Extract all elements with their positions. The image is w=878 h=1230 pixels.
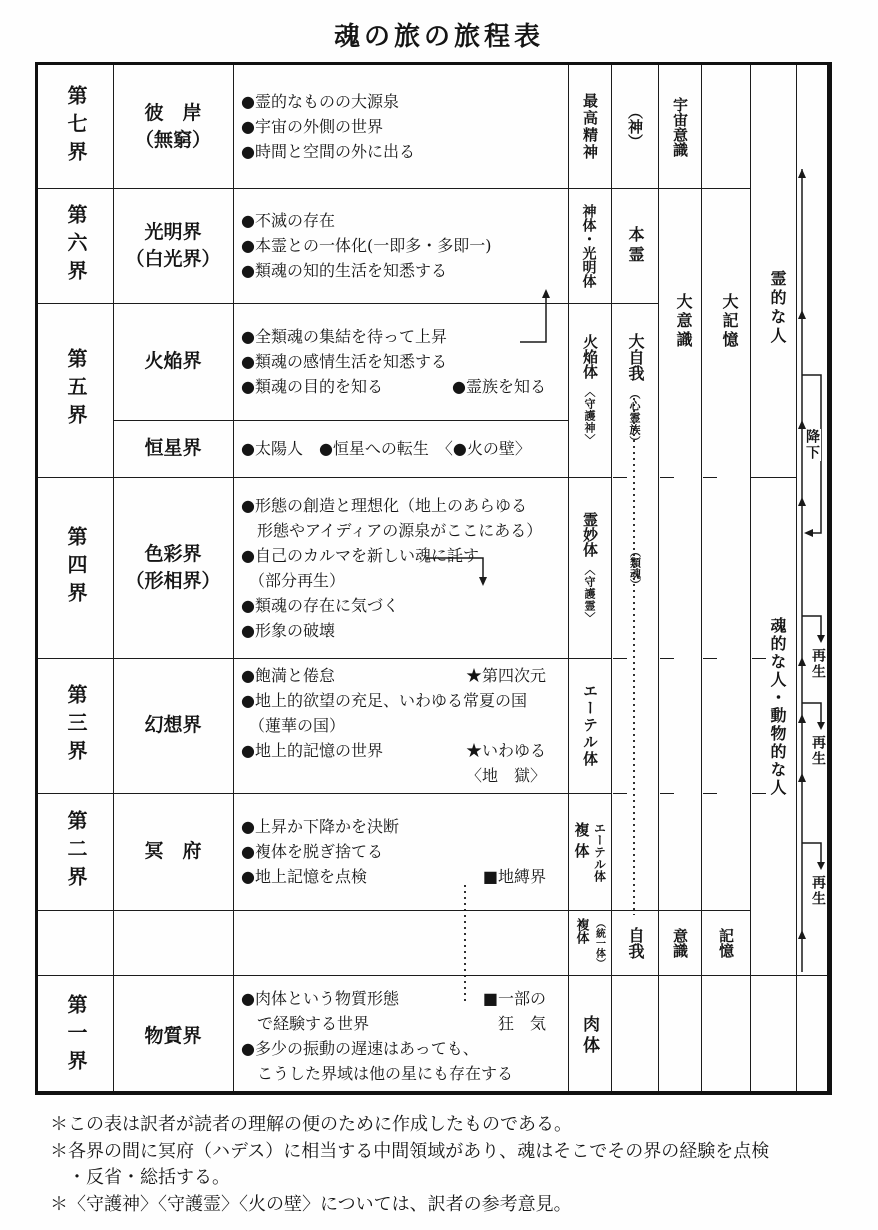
consciousness-cell: 宇宙意識 bbox=[671, 96, 688, 157]
page-title: 魂の旅の旅程表 bbox=[333, 21, 544, 51]
desc-line: ●類魂の知的生活を知悉する bbox=[241, 261, 447, 280]
desc-line: （部分再生） bbox=[241, 570, 346, 590]
self-cell: （神） bbox=[626, 104, 643, 149]
realm-description bbox=[233, 303, 568, 420]
body-cell: 神体・光明体 bbox=[581, 203, 598, 288]
desc-line: ●類魂の目的を知る ●霊族を知る bbox=[241, 377, 546, 396]
person-type-upper: 霊的な人 bbox=[768, 270, 785, 346]
grid-tick bbox=[660, 658, 674, 659]
desc-line: ●形態の創造と理想化（地上のあらゆる bbox=[241, 495, 527, 515]
realm-number: 第七界 bbox=[64, 84, 86, 169]
grid-tick bbox=[613, 658, 627, 659]
realm-description bbox=[233, 658, 568, 793]
consciousness-cell: 意識 bbox=[671, 927, 688, 958]
self-cell: 本霊 bbox=[626, 225, 643, 266]
body-cell: エーテル体 複体 bbox=[572, 821, 607, 882]
desc-line: ●太陽人 ●恒星への転生 〈●火の壁〉 bbox=[241, 439, 531, 458]
body-cell: （統一体） 複体 bbox=[574, 917, 605, 968]
footnotes bbox=[50, 1112, 860, 1218]
desc-line: ●上昇か下降かを決断 bbox=[241, 817, 399, 836]
grid-line bbox=[796, 65, 797, 1091]
grid-tick bbox=[752, 658, 766, 659]
realm-number: 第六界 bbox=[64, 203, 86, 288]
consciousness-cell: 大意識 bbox=[674, 293, 691, 350]
realm-number: 第四界 bbox=[64, 525, 86, 610]
desc-line: ●本霊との一体化(一即多・多即一) bbox=[241, 236, 492, 255]
realm-description bbox=[233, 65, 568, 188]
footnote-line: ＊〈守護神〉〈守護霊〉〈火の壁〉については、訳者の参考意見。 bbox=[50, 1193, 572, 1215]
desc-line: ●類魂の存在に気づく bbox=[241, 595, 399, 615]
desc-line: ●地上的記憶の世界 ★いわゆる bbox=[241, 741, 546, 760]
realm-number: 第二界 bbox=[64, 809, 86, 894]
footnote-line: ＊この表は訳者が読者の理解の便のために作成したものである。 bbox=[50, 1114, 572, 1135]
grid-tick bbox=[660, 477, 674, 478]
realm-description bbox=[233, 477, 568, 658]
body-cell: 肉体 bbox=[580, 1015, 599, 1057]
realm-name: 光明界 （白光界） bbox=[125, 221, 221, 270]
grid-line bbox=[750, 477, 796, 478]
desc-line: 形態やアイディアの源泉がここにある） bbox=[241, 520, 543, 540]
realm-number: 第三界 bbox=[64, 683, 86, 768]
desc-line: で経験する世界 狂 気 bbox=[241, 1014, 546, 1033]
grid-tick bbox=[752, 793, 766, 794]
realm-description bbox=[233, 975, 568, 1097]
realm-name: 物質界 bbox=[144, 1025, 202, 1047]
realm-name: 幻想界 bbox=[144, 715, 202, 736]
self-cell: （類魂） bbox=[628, 545, 641, 590]
realm-description bbox=[233, 188, 568, 303]
body-cell: 霊妙体〈守護霊〉 bbox=[581, 511, 598, 624]
body-cell: 火焔体〈守護神〉 bbox=[581, 334, 598, 446]
rebirth-arrow-label: 再生 bbox=[811, 648, 827, 680]
realm-description bbox=[233, 420, 568, 477]
realm-description bbox=[233, 793, 568, 910]
grid-line bbox=[750, 65, 751, 1091]
desc-line: ●自己のカルマを新しい魂に託す bbox=[241, 545, 479, 565]
realm-name: 火焔界 bbox=[144, 351, 202, 372]
realm-number: 第一界 bbox=[64, 994, 86, 1078]
descent-arrow-label: 降下 bbox=[805, 429, 821, 461]
grid-tick bbox=[660, 793, 674, 794]
desc-line: ●不滅の存在 bbox=[241, 211, 335, 230]
desc-line: ●地上記憶を点検 ■地縛界 bbox=[241, 867, 546, 886]
journey-table bbox=[35, 62, 832, 1095]
realm-name: 色彩界 （形相界） bbox=[125, 543, 221, 592]
desc-line: （蓮華の国） bbox=[241, 716, 346, 735]
desc-line: ●飽満と倦怠 ★第四次元 bbox=[241, 666, 546, 685]
footnote-line: ＊各界の間に冥府（ハデス）に相当する中間領域があり、魂はそこでその界の経験を点検 bbox=[50, 1140, 770, 1162]
desc-line: ●肉体という物質形態 ■一部の bbox=[241, 989, 546, 1008]
desc-line: ●地上的欲望の充足、いわゆる常夏の国 bbox=[241, 691, 527, 710]
desc-line: ●多少の振動の遅速はあっても、 bbox=[241, 1039, 479, 1058]
realm-name: 冥 府 bbox=[144, 841, 202, 862]
desc-line: ●霊的なものの大源泉 bbox=[241, 92, 399, 111]
desc-line: ●類魂の感情生活を知悉する bbox=[241, 352, 447, 371]
body-cell: エーテル体 bbox=[581, 683, 598, 768]
desc-line: ●複体を脱ぎ捨てる bbox=[241, 842, 383, 861]
self-cell: 自我 bbox=[626, 926, 643, 959]
grid-tick bbox=[703, 793, 717, 794]
person-type-lower: 魂的な人・動物的な人 bbox=[768, 617, 785, 797]
realm-name: 恒星界 bbox=[144, 438, 202, 459]
realm-name: 彼 岸 （無窮） bbox=[134, 102, 211, 151]
body-cell: 最高精神 bbox=[581, 92, 598, 161]
self-cell: 大自我（心霊族） bbox=[626, 332, 643, 448]
footnote-line: ・反省・総括する。 bbox=[50, 1167, 230, 1188]
desc-line: ●全類魂の集結を待って上昇 bbox=[241, 327, 447, 346]
rebirth-arrow-label: 再生 bbox=[811, 735, 827, 767]
memory-cell: 大記憶 bbox=[720, 293, 737, 350]
desc-line: 〈地 獄〉 bbox=[465, 766, 546, 785]
memory-cell: 記憶 bbox=[717, 927, 734, 958]
desc-line: ●宇宙の外側の世界 bbox=[241, 117, 383, 136]
grid-tick bbox=[703, 477, 717, 478]
desc-line: ●形象の破壊 bbox=[241, 620, 335, 640]
desc-line: こうした界域は他の星にも存在する bbox=[241, 1064, 514, 1083]
grid-tick bbox=[703, 658, 717, 659]
grid-tick bbox=[613, 793, 627, 794]
realm-number: 第五界 bbox=[64, 348, 86, 432]
rebirth-arrow-label: 再生 bbox=[811, 875, 827, 907]
desc-line: ●時間と空間の外に出る bbox=[241, 142, 415, 161]
